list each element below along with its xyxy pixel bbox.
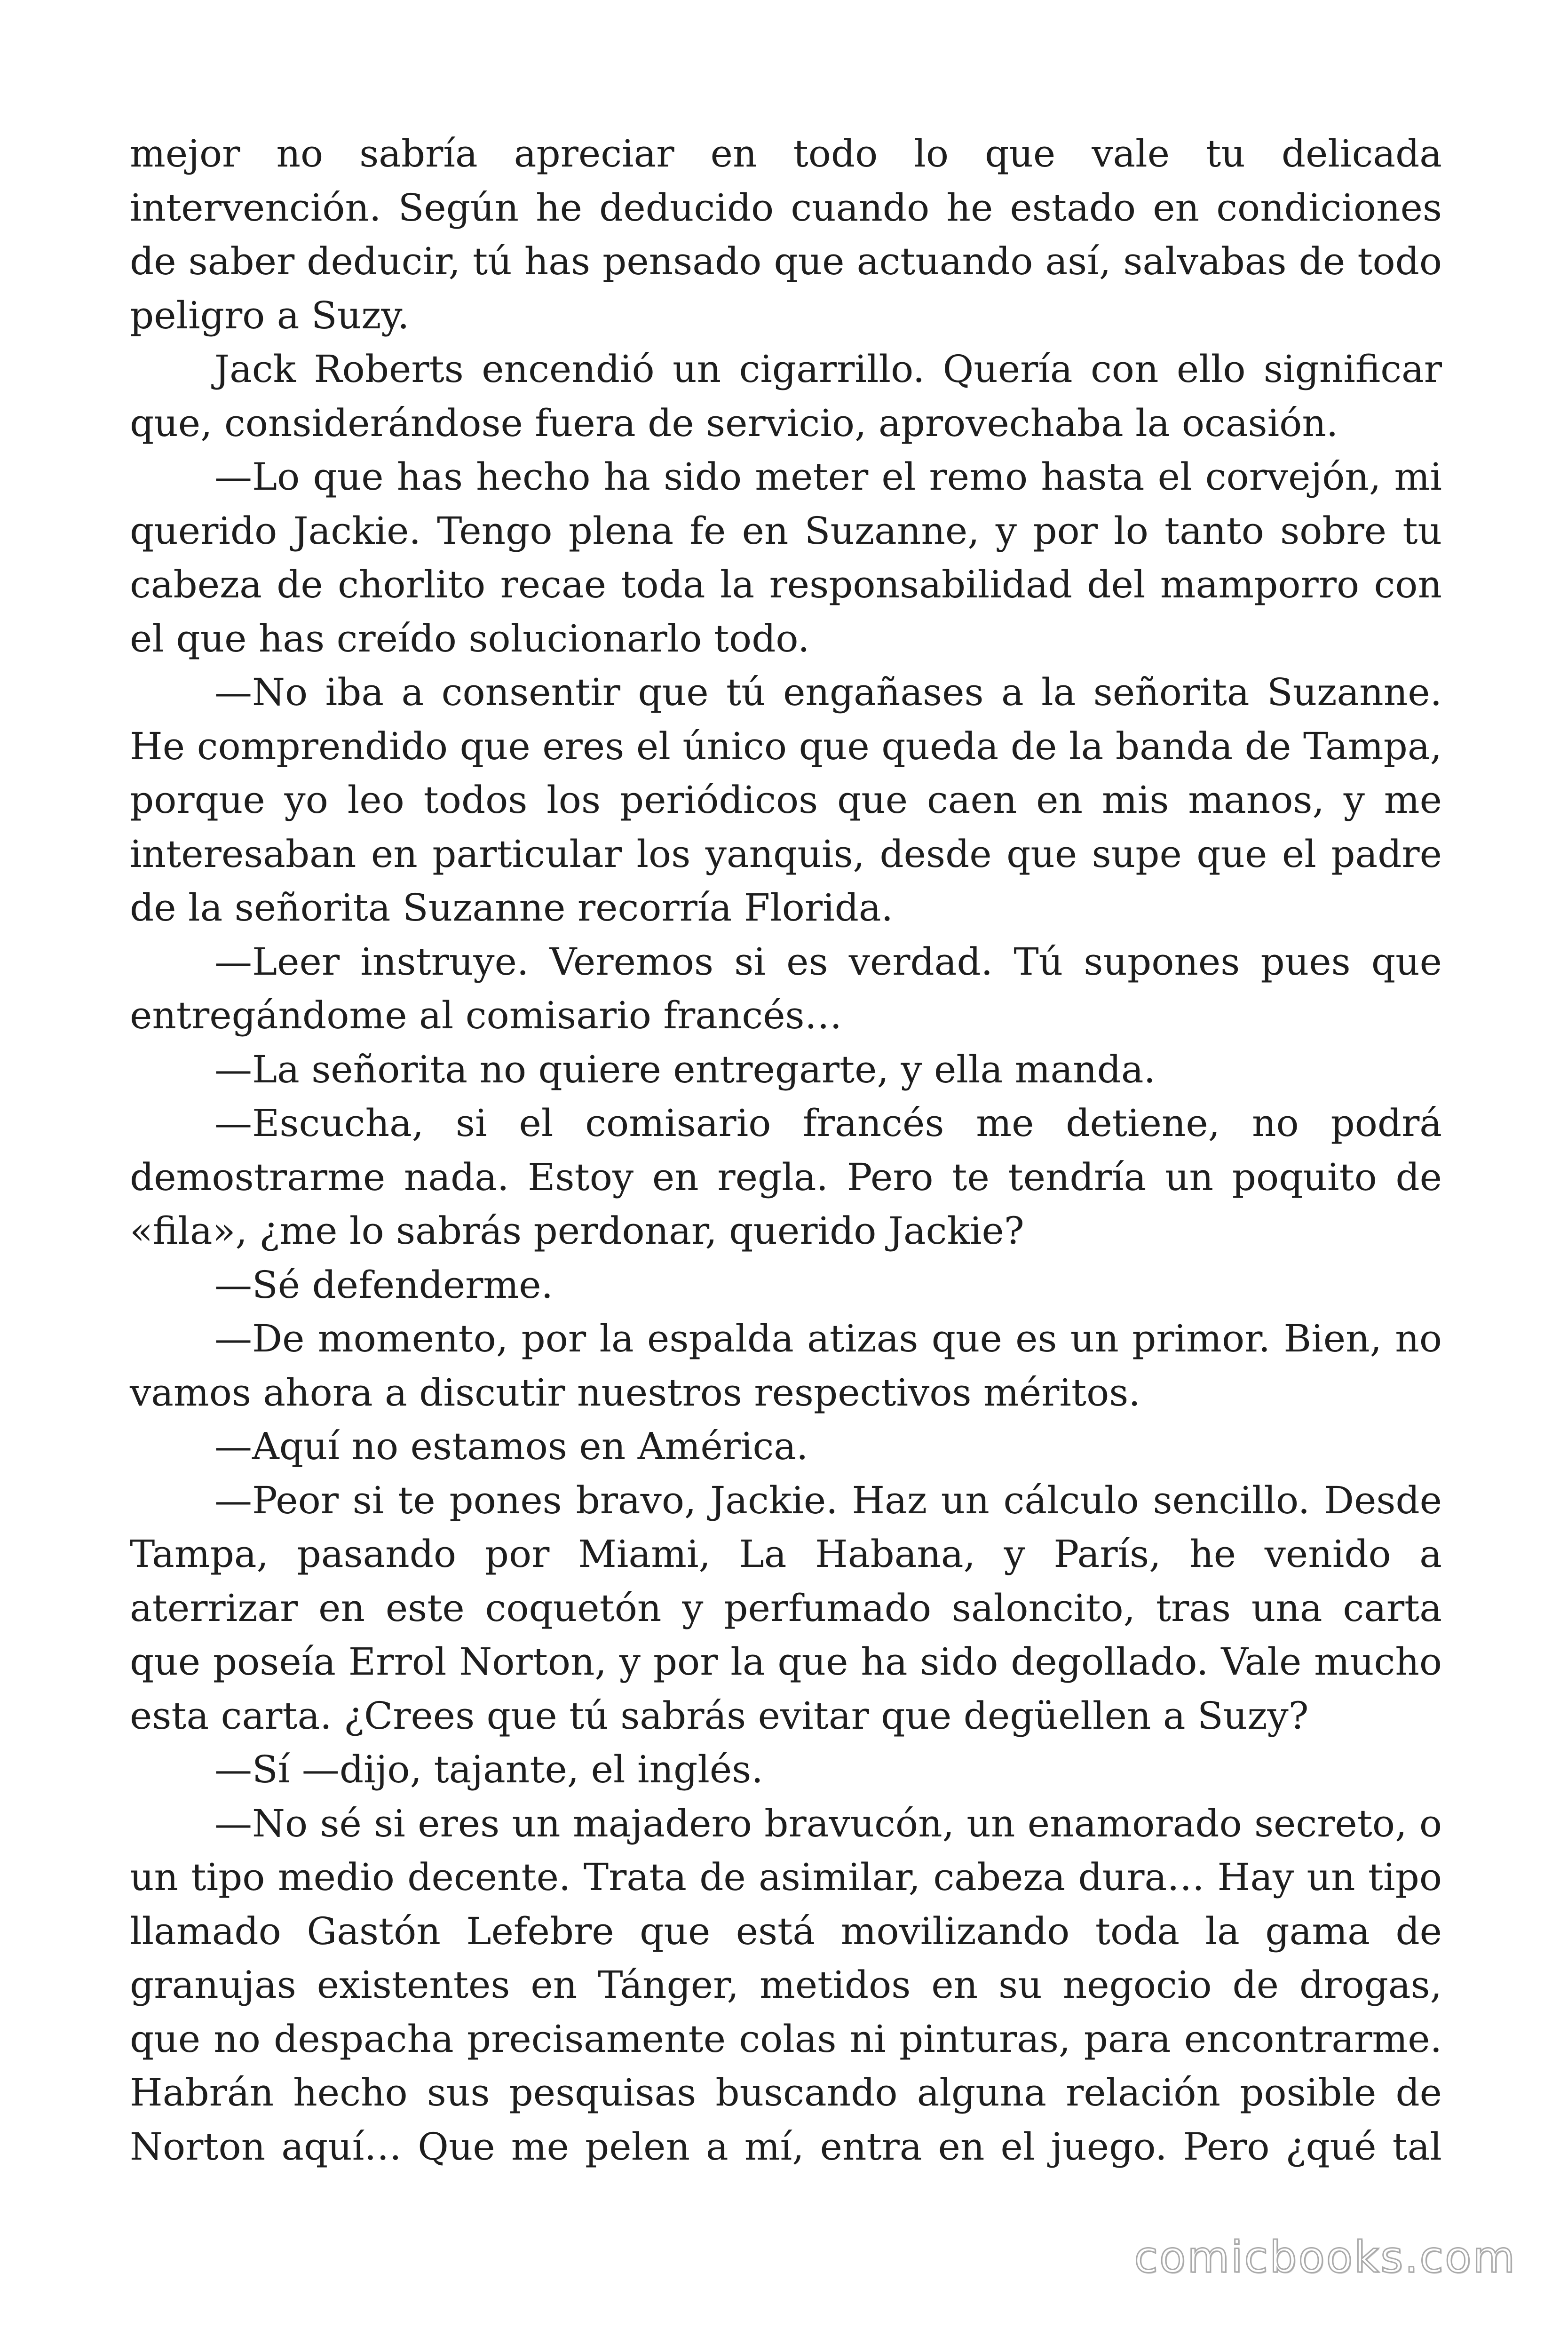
paragraph: —Sé defenderme. [214, 1263, 554, 1307]
paragraph: —No sé si eres un majadero bravucón, un enamorado secreto, o un tipo medio decente. Trata de asimilar, cabeza dura… Hay un tipo llamado Gastón Lefebre que está movilizando toda la gama de granujas existentes en Tánger, metidos en su negocio de drogas, que no despacha precisamente colas ni pinturas, para encontrarme. Habrán hecho sus pesquisas buscando alguna relación posible de Norton aquí… Que me pelen a mí, entra en el juego. Pero ¿qué tal [130, 1801, 1442, 2169]
paragraph: —De momento, por la espalda atizas que es un primor. Bien, no vamos ahora a discutir nuestros respectivos méritos. [130, 1317, 1442, 1414]
paragraph: —Escucha, si el comisario francés me detiene, no podrá demostrarme nada. Estoy en regla. Pero te tendría un poquito de «fila», ¿me lo sabrás perdonar, querido Jackie? [130, 1101, 1442, 1253]
page-body [130, 127, 1442, 2174]
paragraph: —No iba a consentir que tú engañases a la señorita Suzanne. He comprendido que eres el único que queda de la banda de Tampa, porque yo leo todos los periódicos que caen en mis manos, y me interesaban en particular los yanquis, desde que supe que el padre de la señorita Suzanne recorría Florida. [130, 670, 1442, 930]
paragraph: —La señorita no quiere entregarte, y ella manda. [214, 1047, 1156, 1091]
paragraph: —Peor si te pones bravo, Jackie. Haz un cálculo sencillo. Desde Tampa, pasando por Miami, La Habana, y París, he venido a aterrizar en este coquetón y perfumado saloncito, tras una carta que poseía Errol Norton, y por la que ha sido degollado. Vale mucho esta carta. ¿Crees que tú sabrás evitar que degüellen a Suzy? [130, 1478, 1442, 1738]
watermark-text: comicbooks.com [1134, 2232, 1516, 2282]
paragraph: —Lo que has hecho ha sido meter el remo hasta el corvejón, mi querido Jackie. Tengo plena fe en Suzanne, y por lo tanto sobre tu cabeza de chorlito recae toda la responsabilidad del mamporro con el que has creído solucionarlo todo. [130, 455, 1442, 660]
paragraph: —Aquí no estamos en América. [214, 1424, 808, 1468]
paragraph: Jack Roberts encendió un cigarrillo. Quería con ello significar que, considerándose fuera de servicio, aprovechaba la ocasión. [130, 347, 1442, 445]
paragraph: —Sí —dijo, tajante, el inglés. [214, 1748, 763, 1791]
paragraph: —Leer instruye. Veremos si es verdad. Tú supones pues que entregándome al comisario francés… [130, 939, 1442, 1037]
paragraph: mejor no sabría apreciar en todo lo que vale tu delicada intervención. Según he deducido cuando he estado en condiciones de saber deducir, tú has pensado que actuando así, salvabas de todo peligro a Suzy. [130, 132, 1442, 337]
